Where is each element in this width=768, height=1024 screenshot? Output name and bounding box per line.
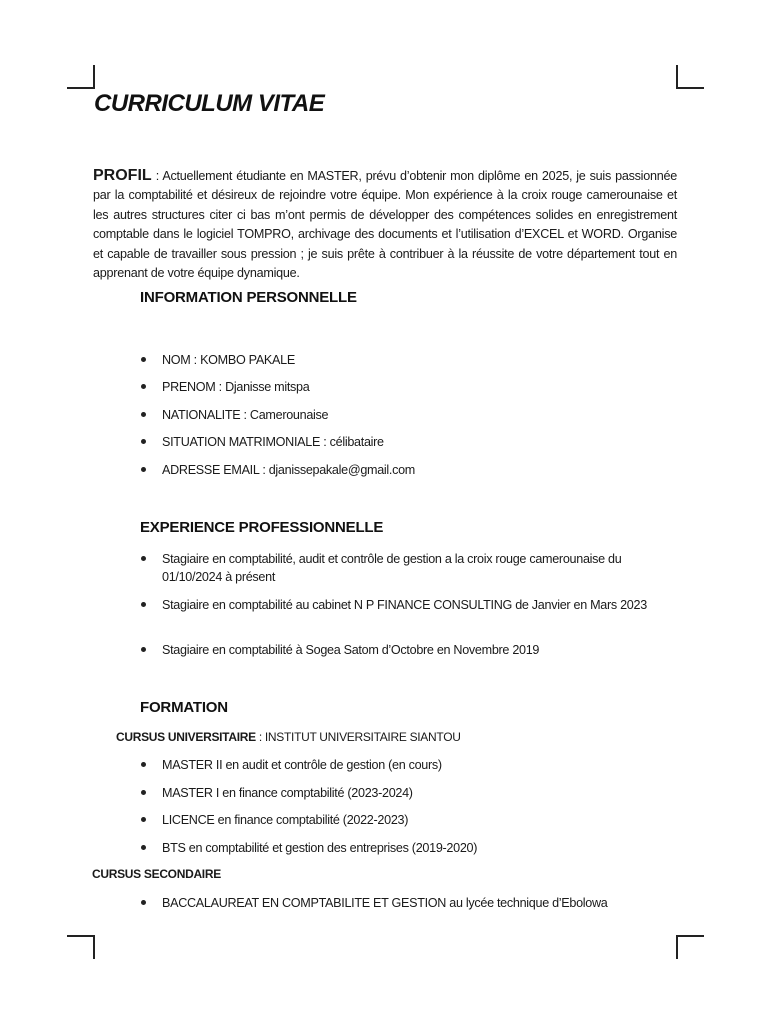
crop-mark-top-left	[67, 65, 95, 89]
secondary-label: CURSUS SECONDAIRE	[92, 867, 221, 881]
bullet-icon	[141, 384, 146, 389]
crop-mark-bottom-left	[67, 935, 95, 959]
bullet-icon	[141, 602, 146, 607]
bullet-icon	[141, 845, 146, 850]
list-item: NOM : KOMBO PAKALE	[162, 351, 295, 369]
list-item: BACCALAUREAT EN COMPTABILITE ET GESTION au lycée technique d’Ebolowa	[162, 894, 608, 912]
list-item: Stagiaire en comptabilité à Sogea Satom d’Octobre en Novembre 2019	[162, 641, 678, 659]
list-item: ADRESSE EMAIL : djanissepakale@gmail.com	[162, 461, 415, 479]
list-item: NATIONALITE : Camerounaise	[162, 406, 328, 424]
section-title-formation: FORMATION	[140, 699, 228, 716]
list-item: Stagiaire en comptabilité au cabinet N P FINANCE CONSULTING de Janvier en Mars 2023	[162, 596, 678, 614]
profile-paragraph	[93, 166, 677, 283]
list-item: SITUATION MATRIMONIALE : célibataire	[162, 433, 384, 451]
section-title-personal-info: INFORMATION PERSONNELLE	[140, 289, 357, 306]
university-label: CURSUS UNIVERSITAIRE : INSTITUT UNIVERSITAIRE SIANTOU	[116, 730, 461, 744]
crop-mark-top-right	[676, 65, 704, 89]
list-item: Stagiaire en comptabilité, audit et contrôle de gestion a la croix rouge camerounaise du 01/10/2024 à présent	[162, 550, 678, 586]
section-title-experience: EXPERIENCE PROFESSIONNELLE	[140, 519, 384, 536]
bullet-icon	[141, 900, 146, 905]
document-title: CURRICULUM VITAE	[94, 90, 325, 117]
bullet-icon	[141, 790, 146, 795]
list-item: MASTER II en audit et contrôle de gestion (en cours)	[162, 756, 442, 774]
crop-mark-bottom-right	[676, 935, 704, 959]
list-item: LICENCE en finance comptabilité (2022-2023)	[162, 811, 408, 829]
profile-text: : Actuellement étudiante en MASTER, prévu d’obtenir mon diplôme en 2025, je suis passionnée par la comptabilité et désireux de rejoindre votre équipe. Mon expérience à la croix rouge camerounaise et les autres structures citer ci bas m’ont permis de développer des compétences solides en enregistrement comptable dans le logiciel TOMPRO, archivage des documents et l’utilisation d’EXCEL et WORD. Organise et capable de travailler sous pression ; je suis prête à contribuer à la réussite de votre département tout en apprenant de votre équipe dynamique.	[93, 169, 677, 281]
bullet-icon	[141, 817, 146, 822]
bullet-icon	[141, 357, 146, 362]
bullet-icon	[141, 647, 146, 652]
list-item: BTS en comptabilité et gestion des entreprises (2019-2020)	[162, 839, 477, 857]
bullet-icon	[141, 439, 146, 444]
profile-label: PROFIL	[93, 167, 152, 184]
bullet-icon	[141, 556, 146, 561]
list-item: PRENOM : Djanisse mitspa	[162, 378, 309, 396]
bullet-icon	[141, 467, 146, 472]
list-item: MASTER I en finance comptabilité (2023-2024)	[162, 784, 413, 802]
bullet-icon	[141, 762, 146, 767]
bullet-icon	[141, 412, 146, 417]
